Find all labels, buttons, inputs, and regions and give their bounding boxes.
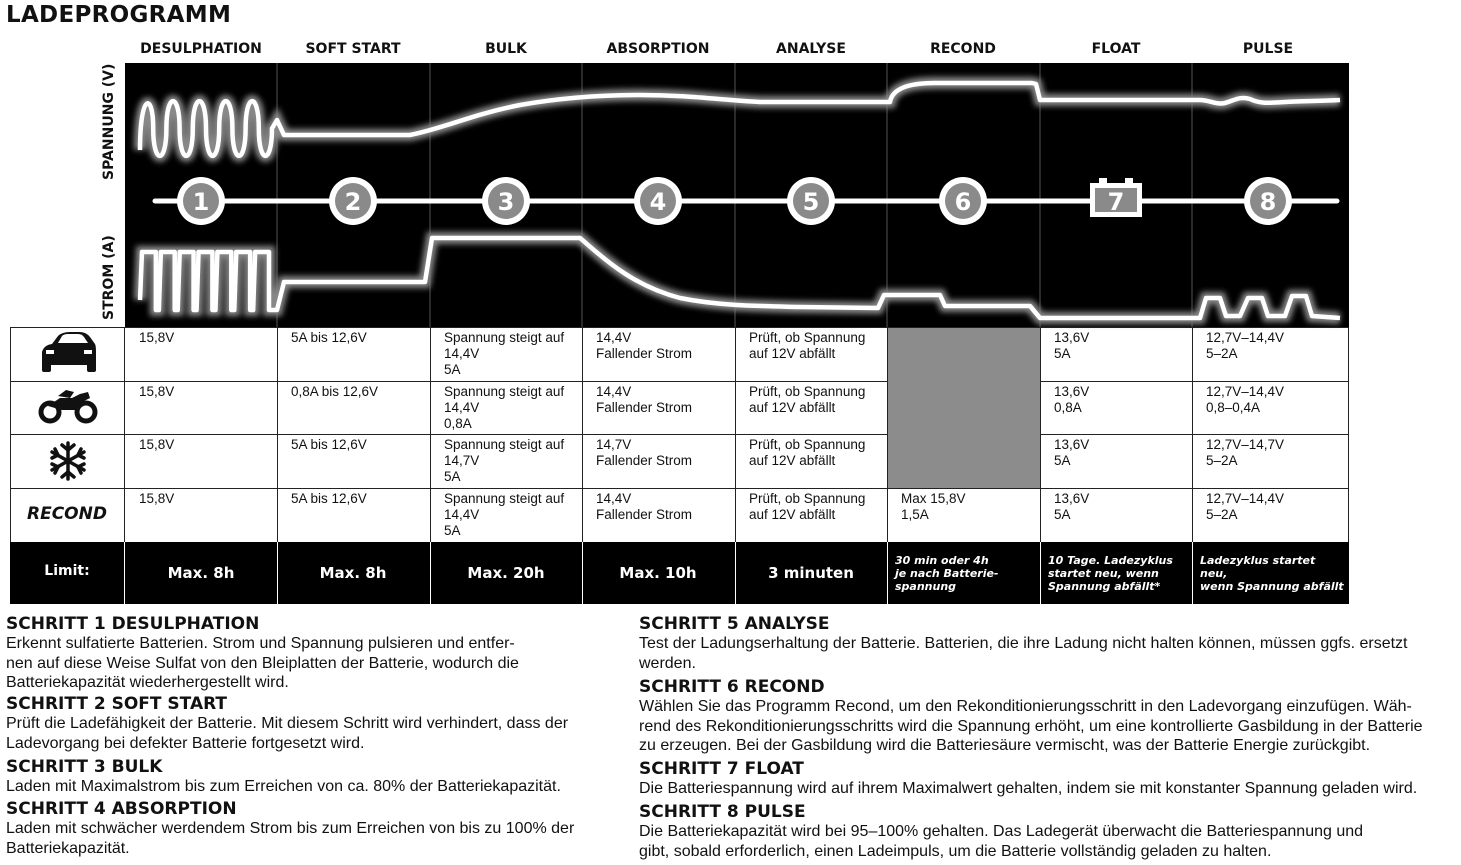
step-heading: SCHRITT 7 FLOAT bbox=[639, 759, 804, 779]
limit-value: Max. 10h bbox=[619, 564, 697, 582]
table-cell: Prüft, ob Spannung auf 12V abfällt bbox=[749, 437, 866, 468]
current-axis-label: STROM (A) bbox=[101, 235, 117, 320]
limit-value: Max. 8h bbox=[167, 564, 235, 582]
table-cell: 5A bis 12,6V bbox=[291, 491, 367, 506]
table-cell: 12,7V–14,4V 5–2A bbox=[1206, 491, 1285, 522]
table-cell: 15,8V bbox=[139, 437, 175, 452]
table-cell: Prüft, ob Spannung auf 12V abfällt bbox=[749, 491, 866, 522]
step-description bbox=[639, 759, 1417, 799]
step-description bbox=[6, 614, 519, 693]
car-icon bbox=[42, 332, 96, 372]
step-description bbox=[639, 677, 1423, 756]
limit-value: 30 min oder 4h je nach Batterie- spannung bbox=[895, 553, 999, 593]
table-cell: 13,6V 5A bbox=[1054, 330, 1090, 361]
table-cell: Prüft, ob Spannung auf 12V abfällt bbox=[749, 330, 866, 361]
page-title: LADEPROGRAMM bbox=[6, 2, 232, 28]
step-text: Laden mit schwächer werdendem Strom bis zum Erreichen von bis zu 100% der Batteriekapazität. bbox=[6, 820, 575, 857]
table-cell: 15,8V bbox=[139, 491, 175, 506]
step-number: 4 bbox=[649, 188, 667, 216]
table-cell: 0,8A bis 12,6V bbox=[291, 384, 379, 399]
step-heading: SCHRITT 2 SOFT START bbox=[6, 694, 228, 714]
step-heading: SCHRITT 6 RECOND bbox=[639, 677, 825, 697]
phase-label-pulse: PULSE bbox=[1242, 41, 1294, 57]
step-8-marker bbox=[1244, 177, 1292, 225]
step-1-marker bbox=[177, 177, 225, 225]
phase-label-desulphation: DESULPHATION bbox=[140, 41, 262, 57]
step-number: 1 bbox=[192, 188, 210, 216]
table-cell: 12,7V–14,7V 5–2A bbox=[1206, 437, 1285, 468]
table-cell: 15,8V bbox=[139, 330, 175, 345]
limit-value: Max. 8h bbox=[319, 564, 387, 582]
step-text: Prüft die Ladefähigkeit der Batterie. Mit diesem Schritt wird verhindert, dass der Ladevorgang bei defekter Batterie fortgesetzt wird. bbox=[6, 715, 569, 752]
limit-value: Ladezyklus startet neu, wenn Spannung abfällt bbox=[1200, 553, 1344, 593]
table-cell: 12,7V–14,4V 0,8–0,4A bbox=[1206, 384, 1285, 415]
step-heading: SCHRITT 3 BULK bbox=[6, 757, 163, 777]
step-text: Die Batteriekapazität wird bei 95–100% gehalten. Das Ladegerät überwacht die Batteriespannung und gibt, sobald erforderlich, einen Ladeimpuls, um die Batterie vollständig geladen zu halten. bbox=[639, 823, 1364, 860]
recond-mode-label: RECOND bbox=[27, 504, 107, 524]
limit-value: 10 Tage. Ladezyklus startet neu, wenn Spannung abfällt* bbox=[1048, 553, 1173, 593]
step-6-marker bbox=[939, 177, 987, 225]
table-cell: 5A bis 12,6V bbox=[291, 330, 367, 345]
table-cell: 14,4V Fallender Strom bbox=[596, 491, 693, 522]
snowflake-icon bbox=[52, 443, 84, 479]
step-description bbox=[6, 799, 574, 858]
table-cell: 14,7V Fallender Strom bbox=[596, 437, 693, 468]
step-2-marker bbox=[329, 177, 377, 225]
limit-value: Max. 20h bbox=[467, 564, 545, 582]
phase-label-bulk: BULK bbox=[485, 41, 527, 57]
step-description bbox=[639, 614, 1407, 673]
table-cell: Max 15,8V 1,5A bbox=[901, 491, 966, 522]
motorcycle-icon bbox=[41, 390, 95, 421]
phase-label-analyse: ANALYSE bbox=[776, 41, 846, 57]
step-3-marker bbox=[482, 177, 530, 225]
table-cell: 12,7V–14,4V 5–2A bbox=[1206, 330, 1285, 361]
step-description bbox=[6, 694, 568, 753]
table-cell: 13,6V 5A bbox=[1054, 491, 1090, 522]
step-text: Wählen Sie das Programm Recond, um den Rekonditionierungsschritt in den Ladevorgang einzufügen. Wäh- rend des Rekonditionierungsschritts wird die Spannung erhöht, um eine kontrollierte Gasbildung in der Batterie zu erzeugen. Bei der Gasbildung wird die Batteriesäure vermischt, was der Batterie Energie zurückgibt. bbox=[639, 698, 1423, 754]
step-number: 2 bbox=[344, 188, 362, 216]
step-4-marker bbox=[634, 177, 682, 225]
step-text: Erkennt sulfatierte Batterien. Strom und Spannung pulsieren und entfer- nen auf diese Weise Sulfat von den Bleiplatten der Batterie, wodurch die Batteriekapazität wiederhergestellt wird. bbox=[6, 635, 519, 691]
step-text: Die Batteriespannung wird auf ihrem Maximalwert gehalten, indem sie mit konstanter Spannung geladen wird. bbox=[639, 780, 1418, 797]
step-number: 8 bbox=[1259, 188, 1277, 216]
table-cell: 13,6V 5A bbox=[1054, 437, 1090, 468]
table-cell: Spannung steigt auf 14,4V 5A bbox=[444, 330, 565, 377]
table-cell: 13,6V 0,8A bbox=[1054, 384, 1090, 415]
step-heading: SCHRITT 5 ANALYSE bbox=[639, 614, 830, 634]
step-description bbox=[6, 757, 561, 797]
phase-label-float: FLOAT bbox=[1091, 41, 1141, 57]
phase-label-soft-start: SOFT START bbox=[305, 41, 401, 57]
limit-label: Limit: bbox=[44, 563, 90, 579]
step-7-battery-icon bbox=[1090, 178, 1142, 217]
step-text: Test der Ladungserhaltung der Batterie. Batterien, die ihre Ladung nicht halten können, müssen ggfs. ersetzt werden. bbox=[639, 635, 1408, 672]
table-cell: 14,4V Fallender Strom bbox=[596, 330, 693, 361]
phase-label-recond: RECOND bbox=[930, 41, 996, 57]
table-cell: Spannung steigt auf 14,7V 5A bbox=[444, 437, 565, 484]
recond-unavailable-cells bbox=[888, 328, 1040, 488]
step-5-marker bbox=[787, 177, 835, 225]
step-description bbox=[639, 802, 1363, 861]
voltage-axis-label: SPANNUNG (V) bbox=[101, 63, 117, 180]
step-number: 5 bbox=[802, 188, 820, 216]
table-cell: Spannung steigt auf 14,4V 0,8A bbox=[444, 384, 565, 431]
phase-label-absorption: ABSORPTION bbox=[606, 41, 710, 57]
table-cell: 14,4V Fallender Strom bbox=[596, 384, 693, 415]
table-cell: Spannung steigt auf 14,4V 5A bbox=[444, 491, 565, 538]
step-number: 7 bbox=[1107, 188, 1125, 216]
step-heading: SCHRITT 8 PULSE bbox=[639, 802, 806, 822]
step-heading: SCHRITT 4 ABSORPTION bbox=[6, 799, 237, 819]
table-cell: Prüft, ob Spannung auf 12V abfällt bbox=[749, 384, 866, 415]
table-cell: 5A bis 12,6V bbox=[291, 437, 367, 452]
step-text: Laden mit Maximalstrom bis zum Erreichen von ca. 80% der Batteriekapazität. bbox=[6, 778, 561, 795]
step-heading: SCHRITT 1 DESULPHATION bbox=[6, 614, 260, 634]
step-number: 3 bbox=[497, 188, 515, 216]
limit-value: 3 minuten bbox=[768, 564, 854, 582]
table-cell: 15,8V bbox=[139, 384, 175, 399]
step-number: 6 bbox=[954, 188, 972, 216]
